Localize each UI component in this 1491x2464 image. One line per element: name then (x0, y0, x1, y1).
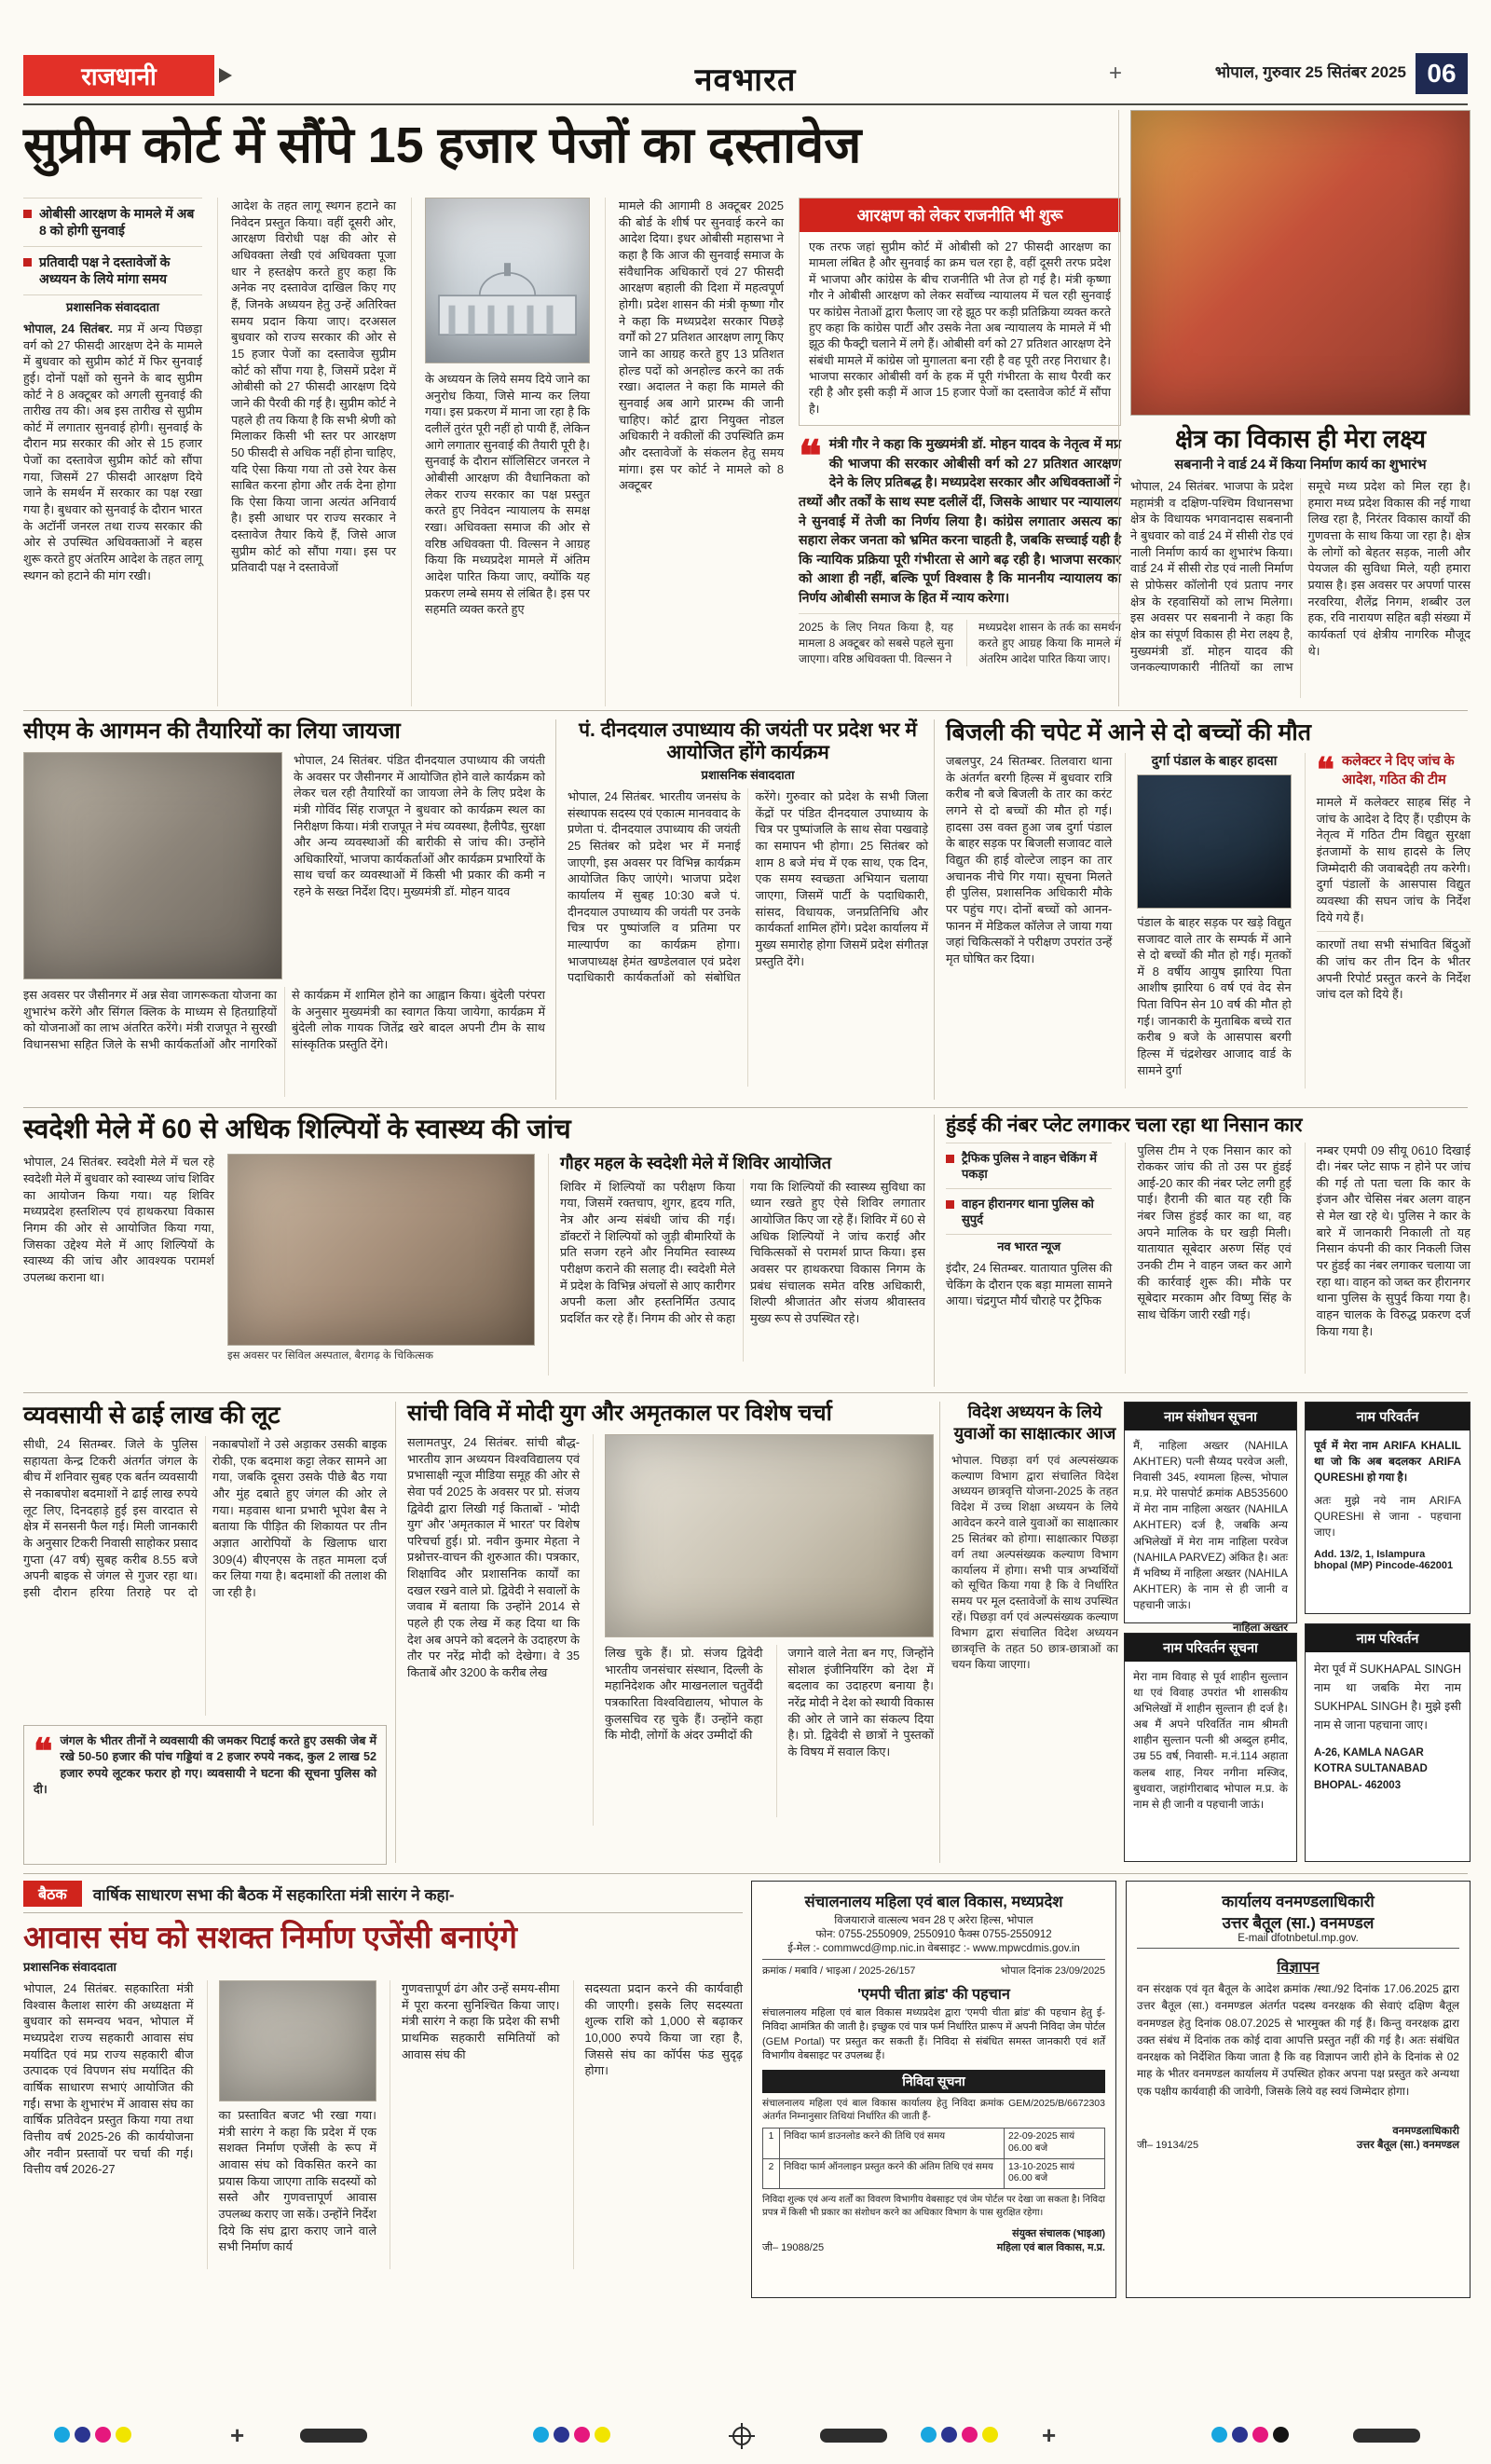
bullet-square-icon (23, 258, 32, 267)
pull-quote-text: मंत्री गौर ने कहा कि मुख्यमंत्री डॉ. मोहन यादव के नेतृत्व में मप्र की भाजपा की सरकार ओबीसी वर्ग को 27 प्रतिशत आरक्षण देने के लिए प्रतिबद्ध है। मध्यप्रदेश सरकार और अधिवक्ताओं ने तथ्यों और तर्कों के साथ स्पष्ट दलीलें दीं, जिसके आधार पर न्यायालय ने सुनवाई में तेजी का निर्णय लिया है। कांग्रेस लगातार असत्य का सहारा लेकर जनता को भ्रमित करना चाहती है, जबकि सच्चाई यही है कि न्यायिक प्रक्रिया पूरी गंभीरता से आगे बढ़ रही है। भाजपा सरकार को आशा ही नहीं, बल्कि पूर्ण विश्वास है कि माननीय न्यायालय का निर्णय ओबीसी समाज के हित में न्याय करेगा। (799, 437, 1121, 606)
register-plus-icon: + (1109, 61, 1123, 86)
tender-row-value: 22-09-2025 सायं 06.00 बजे (1005, 2128, 1105, 2158)
registration-dot (533, 2427, 549, 2443)
registration-dot (574, 2427, 590, 2443)
department-email: ई-मेल :- commwcd@mp.nic.in वेबसाइट :- www.mpwcdmis.gov.in (762, 1941, 1105, 1960)
office-name-line1: कार्यालय वनमण्डलाधिकारी (1222, 1893, 1375, 1910)
sanchi-right-col (593, 1434, 934, 1826)
tender-row-no: 2 (763, 2158, 780, 2189)
notice-header: नाम परिवर्तन सूचना (1125, 1634, 1296, 1662)
notice-body: पूर्व में मेरा नाम ARIFA KHALIL था जो कि अब बदलकर ARIFA QURESHI हो गया है। (1314, 1439, 1461, 1485)
point-text: वाहन हीरानगर थाना पुलिस को सुपुर्द (962, 1196, 1094, 1226)
quote-tail-right: मध्यप्रदेश शासन के तर्क का समर्थन करते हुए आग्रह किया कि मामले में अंतरिम आदेश पारित किया जाए। (966, 620, 1121, 666)
registration-dots-group (1211, 2427, 1293, 2443)
main-col-3 (411, 198, 590, 706)
office-name-line2: उत्तर बैतूल (सा.) वनमण्डल (1222, 1914, 1375, 1932)
electro-headline: बिजली की चपेट में आने से दो बच्चों की मौत (946, 719, 1312, 746)
dateline: भोपाल, 24 सितंबर. (23, 321, 114, 335)
registration-dot (1232, 2427, 1248, 2443)
photo-meeting (219, 1980, 377, 2101)
registration-dot (1273, 2427, 1289, 2443)
loot-quote-box (23, 1725, 387, 1865)
registration-dots-group (54, 2427, 136, 2443)
name-correction-notice (1124, 1402, 1297, 1635)
byline: प्रशासनिक संवाददाता (701, 768, 795, 783)
main-point-1 (23, 198, 202, 247)
section-divider (23, 1873, 1468, 1874)
registration-dot (116, 2427, 131, 2443)
awas-col2 (207, 1980, 377, 2269)
notice-header: नाम परिवर्तन (1306, 1624, 1470, 1652)
hyundai-body-left: इंदौर, 24 सितम्बर. यातायात पुलिस की चेकिंग के दौरान एक बड़ा मामला सामने आया। चंद्रगुप्त मौर्य चौराहे पर ट्रैफिक (946, 1261, 1113, 1308)
crop-mark-plus-icon: + (1042, 2421, 1057, 2449)
gauhar-body: शिविर में शिल्पियों का परीक्षण किया गया, जिसमें रक्तचाप, शुगर, हृदय गति, नेत्र और अन्य संबंधी जांच की गई। डॉक्टरों ने शिल्पियों को जुड़ी बीमारियों के प्रति सजग रहने और नियमित स्वास्थ्य परीक्षण कराने की सलाह दी। स्वदेशी मेले में प्रदेश के विभिन्न अंचलों से आए कारीगर अपनी कला और हस्तनिर्मित उत्पाद प्रदर्शित कर रहे हैं। निगम की ओर से कहा गया कि शिल्पियों की स्वास्थ्य सुविधा का ध्यान रखते हुए ऐसे शिविर लगातार आयोजित किए जा रहे हैं। शिविर में 60 से अधिक शिल्पियों ने जांच कराई और चिकित्सकों से परामर्श प्राप्त किया। इस अवसर पर हाथकरघा विकास निगम के प्रबंध संचालक समेत वरिष्ठ अधिकारी, शिल्पी श्रीजातंत और संजय श्रीवास्तव मुख्य रूप से उपस्थित रहे। (560, 1179, 925, 1325)
quote-tail-left: 2025 के लिए नियत किया है, यह मामला 8 अक्टूबर को सबसे पहले सुना जाएगा। वरिष्ठ अधिवक्ता पी. विल्सन ने (799, 621, 953, 665)
hyundai-body-right: नम्बर एमपी 09 सीयू 0610 दिखाई दी। नंबर प्लेट साफ न होने पर जांच की गई तो पता चला कि कार के इंजन और चेसिस नंबर अलग वाहन से मेल खा रहे थे। पुलिस ने कार के बारे में जानकारी निकाली तो यह निसान कंपनी की कार निकली जिस पर हुंडई का नंबर लगाकर चलाया जा रहा था। वाहन को जब्त कर हीरानगर थाना पुलिस के सुपुर्द किया गया है। वाहन चालक के विरुद्ध प्रकरण दर्ज किया गया है। (1305, 1143, 1470, 1374)
registration-dots-group (921, 2427, 1003, 2443)
pull-quote (799, 431, 1121, 666)
swadeshi-article (23, 1115, 925, 1387)
signature-line-1: संयुक्त संचालक (भाइआ) (1012, 2228, 1105, 2240)
forest-division-ad (1126, 1881, 1470, 2298)
vikas-body: भोपाल, 24 सितंबर. भाजपा के प्रदेश महामंत्री व दक्षिण-पश्चिम विधानसभा क्षेत्र के विधायक भगवानदास सबनानी ने बुधवार को वार्ड 24 में सीसी रोड एवं नाली निर्माण कार्य का शुभारंभ किया। वार्ड 24 में सीसी रोड एवं नाली निर्माण से प्रोफेसर कॉलोनी एवं प्रताप नगर क्षेत्र के रहवासियों को लाभ मिलेगा। इस अवसर पर सबनानी ने कहा कि क्षेत्र का संपूर्ण विकास ही मेरा लक्ष्य है, मुख्यमंत्री डॉ. मोहन यादव की जनकल्याणकारी नीतियों का लाभ समूचे मध्य प्रदेश को मिल रहा है। हमारा मध्य प्रदेश विकास की नई गाथा लिख रहा है, निरंतर विकास कार्यों की गुणवत्ता के साथ किया जा रहा है। क्षेत्र के लोगों को बेहतर सड़क, नाली और पेयजल की सुविधा मिले, यही हमारा प्रयास है। इस अवसर पर अपर्णा पारस नरवरिया, शैलेंद्र निगम, शब्बीर उल हक, रवि नारायण सहित बड़ी संख्या में कार्यकर्ता एवं क्षेत्रीय नागरिक मौजूद थे। (1130, 479, 1470, 675)
cm-body-side: भोपाल, 24 सितंबर. पंडित दीनदयाल उपाध्याय की जयंती के अवसर पर जैसीनगर में आयोजित होने वाले कार्यक्रम को लेकर चल रही तैयारियों का जायजा लेने के लिए प्रदेश के मंत्री गोविंद सिंह राजपूत ने बुधवार को कार्यक्रम स्थल का निरीक्षण किया। मंत्री राजपूत ने मंच व्यवस्था, हैलीपैड, सुरक्षा और अन्य व्यवस्थाओं की बारीकी से जांच की। उन्होंने अधिकारियों, भाजपा कार्यकर्ताओं और कार्यक्रम प्रभारियों के साथ चर्चा कर व्यवस्थाओं में किसी भी प्रकार की कमी न रहने के सख्त निर्देश दिए। मुख्यमंत्री डॉ. मोहन यादव (294, 752, 545, 899)
table-row (763, 2128, 1105, 2158)
notice-address: A-26, KAMLA NAGAR KOTRA SULTANABAD BHOPAL- 462003 (1314, 1747, 1428, 1791)
ad-code: जी– 19134/25 (1137, 2139, 1199, 2151)
notice-column-b (1305, 1402, 1470, 1863)
deendayal-article (555, 719, 928, 1100)
swadeshi-photo-col (227, 1154, 535, 1376)
notice-body: मैं, नाहिला अख्तर (NAHILA AKHTER) पत्नी सैय्यद परवेज अली, निवासी 345, श्यामला हिल्स, भोपाल म.प्र. मेरे पासपोर्ट क्रमांक AB535600 में मेरा नाम नाहिला अख्तर (NAHILA AKHTER) दर्ज है, जबकि अन्य अभिलेखों में मेरा नाम नाहिला परवेज (NAHILA PARVEZ) अंकित है। अतः मैं भविष्य में नाहिला अख्तर (NAHILA AKHTER) के नाम से ही जानी व पहचानी जाऊं। (1133, 1439, 1288, 1611)
signature-line-2: महिला एवं बाल विकास, म.प्र. (996, 2242, 1105, 2254)
main-headline: सुप्रीम कोर्ट में सौंपे 15 हजार पेजों का दस्तावेज (23, 117, 862, 173)
reference-number: क्रमांक / मबावि / भाइआ / 2025-26/157 (762, 1965, 916, 1977)
section-label: राजधानी (23, 55, 214, 96)
hyundai-headline: हुंडई की नंबर प्लेट लगाकर चला रहा था निसान कार (946, 1115, 1303, 1136)
section-divider (23, 1107, 1468, 1108)
sanchi-article (395, 1402, 934, 1863)
department-address: विजयाराजे वात्सल्य भवन 28 ए अरेरा हिल्स, भोपाल (834, 1915, 1033, 1926)
signature-line-2: उत्तर बैतूल (सा.) वनमण्डल (1356, 2139, 1459, 2151)
tender-lead: संचालनालय महिला एवं बाल विकास कार्यालय हेतु निविदा क्रमांक GEM/2025/B/6672303 अंतर्गत निम्नानुसार तिथियां निर्धारित की जाती हैं- (762, 2097, 1105, 2122)
registration-target-icon (729, 2423, 755, 2449)
brand-title: 'एमपी चीता ब्रांड' की पहचान (857, 1987, 1010, 2003)
photo-caption: इस अवसर पर सिविल अस्पताल, बैरागढ़ के चिकित्सक (227, 1350, 433, 1362)
main-article (23, 198, 1121, 706)
awas-body-col4: सदस्यता प्रदान करने की कार्यवाही की जाएगी। इसके लिए सदस्यता शुल्क राशि को 1,000 से बढ़ाकर 10,000 रुपये किया जा रहा है, जिससे संघ का कॉर्पस फंड सुदृढ़ होगा। (573, 1980, 744, 2269)
swadeshi-body-left: भोपाल, 24 सितंबर. स्वदेशी मेले में चल रहे स्वदेशी मेले में बुधवार को स्वास्थ्य जांच शिविर का आयोजन किया गया। यह शिविर मध्यप्रदेश हस्तशिल्प एवं हाथकरघा विकास निगम की ओर से आयोजित किया गया, जिसका उद्देश्य मेले में आए शिल्पियों के स्वास्थ्य की जांच और आवश्यक परामर्श उपलब्ध कराना था। (23, 1155, 214, 1285)
brand-body: संचालनालय महिला एवं बाल विकास मध्यप्रदेश द्वारा 'एमपी चीता ब्रांड' की पहचान हेतु ई-निविदा आमंत्रित की जाती है। इच्छुक एवं पात्र फर्म निर्धारित प्रारूप में अपनी निविदा जेम पोर्टल (GEM Portal) पर प्रस्तुत कर सकती हैं। निविदा से संबंधित समस्त जानकारी एवं शर्तें विभागीय वेबसाइट पर उपलब्ध हैं। (762, 2007, 1105, 2062)
masthead-bar (23, 51, 1468, 105)
section-divider (23, 710, 1468, 711)
deendayal-headline: पं. दीनदयाल उपाध्याय की जयंती पर प्रदेश भर में आयोजित होंगे कार्यक्रम (579, 719, 917, 763)
table-row (763, 2158, 1105, 2189)
tender-note: निविदा शुल्क एवं अन्य शर्तों का विवरण विभागीय वेबसाइट एवं जेम पोर्टल पर देखा जा सकता है। निविदा प्रपत्र में किसी भी प्रकार का संशोधन करने का अधिकार विभाग के पास सुरक्षित रहेगा। (762, 2195, 1105, 2218)
density-bar (1353, 2429, 1420, 2443)
section-divider (23, 1392, 1468, 1393)
office-email: E-mail dfotnbetul.mp.gov. (1137, 1933, 1459, 1949)
electro-middle-col (1125, 753, 1291, 1088)
registration-dot (1211, 2427, 1227, 2443)
quote-icon: ❝ (34, 1730, 53, 1773)
main-body-col1 (23, 321, 202, 584)
kicker-row (23, 1881, 743, 1913)
bullet-square-icon (23, 210, 32, 218)
electro-body-left: जबलपुर, 24 सितम्बर. तिलवारा थाना के अंतर्गत बरगी हिल्स में बुधवार रात्रि करीब नौ बजे बिजली के तार का करंट लगने से दो बच्चों की मौत हो गई। हादसा उस वक्त हुआ जब दुर्गा पंडाल के बाहर सड़क पर बिजली सजावट वाले विद्युत की हाई वोल्टेज लाइन का तार अचानक नीचे गिर गया। सूचना मिलते ही पुलिस, प्रशासनिक अधिकारी मौके पर पहुंच गए। दोनों बच्चों को आनन-फानन में मेडिकल कॉलेज ले जाया गया जहां चिकित्सकों ने परीक्षण उपरांत उन्हें मृत घोषित कर दिया। (946, 754, 1113, 965)
notice-date: भोपाल दिनांक 23/09/2025 (1000, 1965, 1105, 1977)
main-col-4 (605, 198, 784, 706)
hyundai-article (934, 1115, 1470, 1387)
density-bar (820, 2429, 887, 2443)
awas-article (23, 1881, 743, 2298)
tender-row-value: 13-10-2025 सायं 06.00 बजे (1005, 2158, 1105, 2189)
signature (997, 2226, 1105, 2254)
main-body-col4: मामले की आगामी 8 अक्टूबर 2025 की बोर्ड के शीर्ष पर सुनवाई करने का आदेश दिया। इधर ओबीसी महासभा ने कहा है कि आज की सुनवाई समाज के संवैधानिक अधिकारों एवं 27 फीसदी आरक्षण बहाली की दिशा में महत्वपूर्ण होगी। प्रदेश शासन की मंत्री कृष्णा गौर ने कहा कि मध्यप्रदेश सरकार पिछड़े वर्गों को 27 प्रतिशत आरक्षण लागू किए जाने का आग्रह करते हुए 13 प्रतिशत होल्ड पदों को अनहोल्ड करने का तर्क रखा। अदालत ने कहा कि मामले की सुनवाई अब आगे प्रारम्भ की जानी चाहिए। कोर्ट द्वारा नियुक्त नोडल अधिकारी ने वकीलों की उपस्थिति क्रम और दस्तावेजों के संकलन हेतु समय मांगा। इस पर कोर्ट ने मामले को 8 अक्टूबर (619, 198, 784, 493)
hyundai-body-mid: पुलिस टीम ने एक निसान कार को रोककर जांच की तो उस पर हुंडई आई-20 कार की नंबर प्लेट लगी हुई पाई। हैरानी की बात यह रही कि नंबर जिस हुंडई कार का था, वह अपने मालिक के घर खड़ी मिली। यातायात सूबेदार अरुण सिंह एवं उनकी टीम ने वाहन जब्त कर आगे की कार्रवाई शुरू की। मौके पर सूबेदार मरकाम और विष्णु सिंह के साथ चेकिंग जारी रखी गई। (1125, 1143, 1291, 1374)
registration-dot (921, 2427, 937, 2443)
electro-quote-body: मामले में कलेक्टर साहब सिंह ने जांच के आदेश दे दिए हैं। एडीएम के नेतृत्व में गठित टीम विद्युत सुरक्षा इंतजामों के साथ हादसे के लिए जिम्मेदारी की जवाबदेही तय करेगी। दुर्गा पंडालों के आसपास विद्युत व्यवस्था की सघन जांच के निर्देश दिये गये हैं। (1316, 795, 1470, 924)
photo-health-camp (227, 1154, 535, 1346)
registration-dot (962, 2427, 978, 2443)
sidebar-title: आरक्षण को लेकर राजनीति भी शुरू (800, 198, 1120, 232)
tender-title: निविदा सूचना (762, 2070, 1105, 2093)
electro-quote-title: कलेक्टर ने दिए जांच के आदेश, गठित की टीम (1342, 754, 1455, 787)
notice-address: Add. 13/2, 1, Islampura bhopal (MP) Pincode-462001 (1314, 1548, 1454, 1571)
politics-sidebar (799, 198, 1121, 426)
registration-dot (941, 2427, 957, 2443)
cm-headline: सीएम के आगमन की तैयारियों का लिया जायजा (23, 719, 401, 744)
awas-body-col3: गुणवत्तापूर्ण ढंग और उन्हें समय-सीमा में पूरा करना सुनिश्चित किया जाए। मंत्री सारंग ने कहा कि प्रदेश की सभी प्राथमिक सहकारी समितियों को आवास संघ की (390, 1980, 560, 2269)
notice-body: मेरा नाम विवाह से पूर्व शाहीन सुल्तान था एवं विवाह उपरांत भी शासकीय अभिलेखों में शाहीन सुल्तान ही दर्ज है। अब मैं अपने परिवर्तित नाम श्रीमती शाहीन सुल्तान पत्नी श्री अब्दुल हमीद, उम्र 55 वर्ष, निवासी- म.नं.114 अहाता कलब शाह, नियर नगीना मस्जिद, बुधवारा, जहांगीराबाद भोपाल म.प्र. के नाम से ही जानी व पहचानी जाऊं। (1133, 1670, 1288, 1811)
main-col-2 (217, 198, 396, 706)
vikas-article (1118, 110, 1470, 706)
signature (1357, 2124, 1459, 2152)
advert-title: विज्ञापन (1277, 1960, 1320, 1976)
vikas-subhead: सबनानी ने वार्ड 24 में किया निर्माण कार्य का शुभारंभ (1174, 458, 1427, 473)
sidebar-body: एक तरफ जहां सुप्रीम कोर्ट में ओबीसी को 27 फीसदी आरक्षण का मामला लंबित है और सुनवाई का क्रम चल रहा है, वहीं दूसरी तरफ प्रदेश में भाजपा और कांग्रेस के बीच राजनीति भी तेज हो गई है। मंत्री कृष्णा गौर ने ओबीसी आरक्षण को लेकर सर्वोच्च न्यायालय में चल रही सुनवाई पर कांग्रेस नेताओं द्वारा फैलाए जा रहे झूठ पर कड़ी प्रतिक्रिया व्यक्त करते हुए कहा कि कांग्रेस पार्टी और उसके नेता अब न्यायालय के मामले में भी झूठ की फैक्ट्री चलाने में लगे हैं। ओबीसी वर्ग को 27 प्रतिशत आरक्षण देने संबंधी मामले में कांग्रेस जो मुगालता बना रही है वह पूरी तरह निराधार है। भाजपा सरकार ओबीसी वर्ग के हक में पूरी गंभीरता के साथ पैरवी कर रही है और इसी कड़ी में आज 15 हजार पेजों का दस्तावेज कोर्ट में सौंपा है। (809, 240, 1111, 416)
photo-accident-scene (1137, 774, 1291, 909)
sanchi-headline: सांची विवि में मोदी युग और अमृतकाल पर विशेष चर्चा (407, 1401, 832, 1426)
main-col-5 (799, 198, 1121, 706)
advert-body: वन संरक्षक एवं वृत बैतूल के आदेश क्रमांक /स्था./92 दिनांक 17.06.2025 द्वारा उत्तर बैतूल (सा.) वनमण्डल अंतर्गत पदस्थ वनरक्षक की सेवाएं दक्षिण बैतूल वनमण्डल हेतु दिनांक 08.07.2025 से भारमुक्त की गई हैं। किन्तु वनरक्षक द्वारा उक्त संबंध में दिनांक तक कोई दावा आपत्ति प्रस्तुत नहीं की गई है। अतः संबंधित वनरक्षक को निर्देशित किया जाता है कि वह विज्ञापन जारी होने के दिनांक से 02 माह के भीतर वनमण्डल कार्यालय में उपस्थित होकर अपना पक्ष प्रस्तुत करे अन्यथा एक पक्षीय कार्यवाही की जावेगी, जिसके लिये वह स्वयं जिम्मेदार होगा। (1137, 1982, 1459, 2098)
supreme-court-building-icon (426, 222, 589, 363)
crop-mark-plus-icon: + (230, 2421, 245, 2449)
registration-dot (95, 2427, 111, 2443)
printer-marks-strip (0, 2419, 1491, 2457)
main-body-col2: आदेश के तहत लागू स्थगन हटाने का निवेदन प्रस्तुत किया। वहीं दूसरी ओर, आरक्षण विरोधी पक्ष की ओर से अधिवक्ता लेखी एवं अधिवक्ता पूजा धार ने हस्तक्षेप करते हुए कहा कि अनेक नए दस्तावेज दाखिल किए गए हैं, जिनके अध्ययन हेतु उन्हें अतिरिक्त समय प्रदान किया जाए। दरअसल बुधवार को राज्य सरकार की ओर से 15 हजार पेजों का दस्तावेज सुप्रीम कोर्ट को सौंपा गया है, जिसमें प्रदेश में ओबीसी को 27 फीसदी आरक्षण दिये जाने की पैरवी की गई है। सुप्रीम कोर्ट ने पहले ही तय किया है कि सभी श्रेणी को मिलाकर किसी भी स्तर पर आरक्षण 50 फीसदी से अधिक नहीं होना चाहिए, यदि ऐसा किया गया तो उसे रेयर केस साबित करना होगा और तर्क देना होगा कि ऐसा किया जाना अत्यंत अनिवार्य है। इसी आधार पर राज्य सरकार ने दस्तावेज तैयार किये हैं, जिसे आज सुप्रीम कोर्ट को सौंपा गया। इस पर प्रतिवादी पक्ष ने दस्तावेजों (231, 198, 396, 575)
ad-code: जी– 19088/25 (762, 2242, 825, 2254)
photo-supreme-court (425, 198, 590, 363)
deendayal-body: भोपाल, 24 सितंबर. भारतीय जनसंघ के संस्थापक सदस्य एवं एकात्म मानववाद के प्रणेता पं. दीनदयाल उपाध्याय की जयंती 25 सितंबर को प्रदेश भर में मनाई जाएगी, इस अवसर पर विभिन्न कार्यक्रम आयोजित किए जाएंगे। भाजपा प्रदेश कार्यालय में सुबह 10:30 बजे पं. दीनदयाल उपाध्याय की जयंती पर उनके चित्र पर पुष्पांजलि व प्रतिमा पर माल्यार्पण का कार्यक्रम होगा। भाजपाध्यक्ष हेमंत खण्डेलवाल एवं प्रदेश पदाधिकारी कार्यकर्ताओं को संबोधित करेंगे। गुरुवार को प्रदेश के सभी जिला केंद्रों पर पंडित दीनदयाल उपाध्याय के चित्र पर पुष्पांजलि के साथ सेवा पखवाड़े का समापन भी होगा। 25 सितंबर को शाम 8 बजे मंच में एक साथ, एक दिन, एक समय स्वच्छता अभियान चलाया जाएगा, जिसमें पार्टी के पदाधिकारी, सांसद, विधायक, जनप्रतिनिधि और कार्यकर्ता शामिल होंगे। प्रदेश कार्यालय में मुख्य समारोह होगा जिसमें प्रदेश संगीतज्ञ प्रस्तुति देंगे। (568, 789, 928, 985)
notice-body-2: अतः मुझे नये नाम ARIFA QURESHI से जाना - पहचाना जाए। (1314, 1494, 1461, 1540)
tender-row-no: 1 (763, 2128, 780, 2158)
awas-headline: आवास संघ को सशक्त निर्माण एजेंसी बनाएंगे (23, 1920, 518, 1954)
vikas-headline: क्षेत्र का विकास ही मेरा लक्ष्य (1175, 425, 1426, 453)
notice-signature: नाहिला अख्तर (1233, 1622, 1288, 1635)
main-point-2 (23, 247, 202, 295)
tender-row-label: निविदा फार्म ऑनलाइन प्रस्तुत करने की अंतिम तिथि एवं समय (780, 2158, 1005, 2189)
swadeshi-headline: स्वदेशी मेले में 60 से अधिक शिल्पियों के स्वास्थ्य की जांच (23, 1115, 571, 1144)
videsh-article (939, 1402, 1118, 1863)
edition-dateline: भोपाल, गुरुवार 25 सितंबर 2025 (1214, 63, 1406, 81)
photo-crowd-inspection (23, 752, 282, 979)
gauhar-title: गौहर महल के स्वदेशी मेले में शिविर आयोजित (560, 1154, 831, 1173)
notice-header: नाम परिवर्तन (1306, 1403, 1470, 1430)
notice-column-a (1124, 1402, 1297, 1863)
loot-headline: व्यवसायी से ढाई लाख की लूट (23, 1401, 280, 1429)
tender-row-label: निविदा फार्म डाउनलोड करने की तिथि एवं समय (780, 2128, 1005, 2158)
electro-right-col (1305, 750, 1470, 1088)
notice-body: मेरा पूर्व में SUKHAPAL SINGH नाम था जबकि मेरा नाम SUKHPAL SINGH है। मुझे इसी नाम से जाना पहचाना जाए। (1314, 1663, 1461, 1732)
electro-subhead: दुर्गा पंडाल के बाहर हादसा (1151, 754, 1278, 769)
hyundai-point-1 (946, 1143, 1112, 1189)
bullet-square-icon (946, 1200, 954, 1209)
gauhar-subarticle (548, 1154, 925, 1376)
name-change-notice-shaheen (1124, 1633, 1297, 1862)
department-phone: फोन: 0755-2550909, 2550910 फैक्स 0755-2550912 (815, 1929, 1052, 1940)
byline: नव भारत न्यूज (997, 1239, 1061, 1254)
kicker-line: वार्षिक साधारण सभा की बैठक में सहकारिता मंत्री सारंग ने कहा- (92, 1885, 455, 1904)
name-change-notice-arifa (1305, 1402, 1470, 1614)
sanchi-body-mid: लिख चुके हैं। प्रो. संजय द्विवेदी भारतीय जनसंचार संस्थान, दिल्ली के महानिदेशक और माखनलाल चतुर्वेदी पत्रकारिता विश्वविद्यालय, भोपाल के कुलसचिव रह चुके हैं। उन्होंने कहा कि मोदी, लोगों के अंदर उम्मीदों की (605, 1645, 763, 1743)
quote-icon: ❝ (1316, 750, 1335, 789)
registration-dot (982, 2427, 998, 2443)
kicker-tag: बैठक (23, 1881, 82, 1907)
registration-dot (1252, 2427, 1268, 2443)
main-col-1 (23, 198, 202, 706)
quote-icon: ❝ (799, 431, 822, 482)
point-text: ट्रैफिक पुलिस ने वाहन चेकिंग में पकड़ा (962, 1150, 1097, 1181)
tender-table (762, 2128, 1105, 2189)
sanchi-body-left: सलामतपुर, 24 सितंबर. सांची बौद्ध-भारतीय ज्ञान अध्ययन विश्वविद्यालय एवं प्रभासाक्षी न्यूज मीडिया समूह की ओर से सेवा पर्व 2025 के अवसर पर प्रो. संजय द्विवेदी द्वारा लिखी गई किताबों - 'मोदी युग' और 'अमृतकाल में भारत' पर विशेष परिचर्चा हुई। प्रो. नवीन कुमार मेहता ने प्रश्नोत्तर-वाचन की शुरुआत की। पत्रकार, शिक्षाविद और प्रशासनिक कार्यों का दखल रखने वाले प्रो. द्विवेदी ने सवालों के जवाब में बताया कि उन्होंने 2014 से पहले ही एक लेख में कह दिया था कि देश अब अपने को बदलने के उदाहरण के तौर पर नरेंद्र मोदी को देखेगा। वे 35 किताबें और 3200 के करीब लेख (407, 1434, 580, 1680)
main-body-col3: के अध्ययन के लिये समय दिये जाने का अनुरोध किया, जिसे मान्य कर लिया गया। इस प्रकरण में माना जा रहा है कि दलीलें तुरंत पूरी नहीं हो पायी हैं, लेकिन आगे लगातार सुनवाई की तैयारी पूरी है। सुनवाई के दौरान सॉलिसिटर जनरल ने ओबीसी आरक्षण की वैधानिकता को लेकर राज्य सरकार का पक्ष प्रस्तुत करते हुए निवेदन न्यायालय के समक्ष रखा। अधिवक्ता समाज की ओर से वरिष्ठ अधिवक्ता पी. विल्सन ने आग्रह किया कि मध्यप्रदेश मामले में अंतिम आदेश पारित किया जाए, क्योंकि यह प्रकरण लम्बे समय से लंबित है। इस पर सहमति व्यक्त करते हुए (425, 372, 590, 617)
awas-body-col2: का प्रस्तावित बजट भी रखा गया। मंत्री सारंग ने कहा कि प्रदेश में एक सशक्त निर्माण एजेंसी के रूप में आवास संघ को विकसित करने का प्रयास किया जाएगा ताकि सदस्यों को सस्ते और गुणवत्तापूर्ण आवास उपलब्ध कराए जा सकें। उन्होंने निर्देश दिये कि संघ द्वारा कराए जाने वाले सभी निर्माण कार्य (218, 2107, 376, 2254)
videsh-body: भोपाल. पिछड़ा वर्ग एवं अल्पसंख्यक कल्याण विभाग द्वारा संचालित विदेश अध्ययन छात्रवृत्ति योजना-2025 के तहत विदेश में उच्च शिक्षा अध्ययन के लिये आवेदन करने वाले युवाओं का साक्षात्कार 25 सितंबर को होगा। साक्षात्कार पिछड़ा वर्ग तथा अल्पसंख्यक कल्याण विभाग कार्यालय में होगा। सभी पात्र अभ्यर्थियों को सूचित किया गया है कि वे निर्धारित समय पर मूल दस्तावेजों के साथ उपस्थित रहें। पिछड़ा वर्ग एवं अल्पसंख्यक कल्याण विभाग द्वारा संचालित विदेश अध्ययन छात्रवृत्ति के तहत 50 छात्र-छात्राओं का चयन किया जाएगा। (951, 1453, 1118, 1671)
registration-dot (595, 2427, 610, 2443)
byline: प्रशासनिक संवाददाता (23, 1959, 116, 1974)
electro-body-right: कारणों तथा सभी संभावित बिंदुओं की जांच कर तीन दिन के भीतर अपनी रिपोर्ट प्रस्तुत करने के निर्देश जांच दल को दिये हैं। (1317, 931, 1470, 1003)
loot-article (23, 1402, 387, 1863)
cm-prep-article (23, 719, 545, 1100)
registration-dot (54, 2427, 70, 2443)
newspaper-title: नवभारत (694, 62, 797, 98)
registration-dots-group (533, 2427, 615, 2443)
loot-quote-text: जंगल के भीतर तीनों ने व्यवसायी की जमकर पिटाई करते हुए उसकी जेब में रखे 50-50 हजार की पांच गड्डियां व 2 हजार रुपये नकद, कुल 2 लाख 52 हजार रुपये लूटकर फरार हो गए। व्यवसायी ने घटना की सूचना पुलिस को दी। (34, 1734, 376, 1797)
electro-body-mid: पंडाल के बाहर सड़क पर खड़े विद्युत सजावट वाले तार के सम्पर्क में आने से दो बच्चों की मौत हो गई। मृतकों में 8 वर्षीय आयुष झारिया पिता आशीष झारिया 6 वर्ष एवं वेद सेन पिता विपिन सेन 10 वर्ष की मौत हो गई। जानकारी के मुताबिक बच्चे रात करीब 9 बजे के आसपास बरगी हिल्स में चंद्रशेखर आजाद वार्ड के सामने दुर्गा (1137, 914, 1292, 1077)
loot-body: सीधी, 24 सितम्बर. जिले के पुलिस सहायता केन्द्र टिकरी अंतर्गत जंगल के बीच में शनिवार सुबह एक बर्तन व्यवसायी से नकाबपोश बदमाशों ने ढाई लाख रुपये लूट लिए, दिनदहाड़े हुई इस वारदात से क्षेत्र में सनसनी फैल गई। मिली जानकारी के अनुसार टिकरी निवासी साहोकर प्रसाद गुप्ता (47 वर्ष) सुबह करीब 8.55 बजे अपनी बाइक से जंगल से गुजर रहा था। इसी दौरान हरिया तिराहे पर दो नकाबपोशों ने उसे अड़ाकर उसकी बाइक रोकी, एक बदमाश कट्टा लेकर सामने आ गया, जबकि दूसरा उसके पीछे बैठ गया और मुंह दबाते हुए जंगल की ओर ले गया। मड़वास थाना प्रभारी भूपेश बैस ने बताया कि पीड़ित की शिकायत पर तीन अज्ञात आरोपियों के खिलाफ धारा 309(4) बीएनएस के तहत मामला दर्ज कर लिया गया है। बदमाशों की तलाश की जा रही है। (23, 1437, 387, 1600)
department-name: संचालनालय महिला एवं बाल विकास, मध्यप्रदेश (804, 1894, 1063, 1910)
photo-bjp-event (1130, 110, 1470, 416)
registration-dot (75, 2427, 90, 2443)
hyundai-point-2 (946, 1189, 1112, 1235)
hyundai-left-col (946, 1143, 1112, 1374)
body-text: मप्र में अन्य पिछड़ा वर्ग को 27 फीसदी आरक्षण देने के मामले में बुधवार को सुप्रीम कोर्ट में फिर सुनवाई हुई। दोनों पक्षों को सुनने के बाद सुप्रीम कोर्ट ने 8 अक्टूबर को अगली सुनवाई की तारीख तय की। अब इस तारीख से सुप्रीम कोर्ट में लगातार सुनवाई होगी। सुनवाई के दौरान मप्र सरकार की ओर से 15 हजार पेजों का दस्तावेज सुप्रीम कोर्ट को सौंपा गया, जिसमें 27 फीसदी आरक्षण दिये जाने के समर्थन में सरकार का पक्ष रखा गया है। बुधवार को सुनवाई के दौरान भारत के अटॉर्नी जनरल तथा राज्य सरकार की ओर से उपस्थित अधिवक्ताओं ने बहस शुरू करते हुए अंतरिम आदेश के तहत लागू स्थगन को हटाने की मांग रखी। (23, 321, 203, 582)
wcd-tender-ad (751, 1881, 1116, 2298)
point-text: ओबीसी आरक्षण के मामले में अब 8 को होगी सुनवाई (39, 206, 195, 239)
signature-line-1: वनमण्डलाधिकारी (1392, 2125, 1459, 2137)
point-text: प्रतिवादी पक्ष ने दस्तावेजों के अध्ययन के लिये मांगा समय (39, 253, 171, 287)
page-number: 06 (1416, 53, 1468, 94)
awas-body-col1: भोपाल, 24 सितंबर. सहकारिता मंत्री विश्वास कैलाश सारंग की अध्यक्षता में बुधवार को समन्वय भवन, भोपाल में मध्यप्रदेश राज्य सहकारी आवास संघ मर्यादित एवं मप्र राज्य सहकारी बीज उत्पादक एवं विपणन संघ मर्यादित की वार्षिक साधारण सभाएं आयोजित की गईं। सभा के शुभारंभ में आवास संघ का वार्षिक प्रतिवेदन प्रस्तुत किया गया तथा वित्तीय वर्ष 2025-26 की कार्ययोजना और नवीन प्रस्तावों पर चर्चा की गई। वित्तीय वर्ष 2026-27 (23, 1980, 194, 2177)
density-bar (300, 2429, 367, 2443)
name-change-notice-sukhpal (1305, 1623, 1470, 1862)
registration-dot (554, 2427, 569, 2443)
bullet-square-icon (946, 1155, 954, 1163)
videsh-headline: विदेश अध्ययन के लिये युवाओं का साक्षात्कार आज (953, 1403, 1116, 1444)
sanchi-body-right: जगाने वाले नेता बन गए, जिन्होंने सोशल इंजीनियरिंग को देश में बदलाव का उदाहरण बनाया है। नरेंद्र मोदी ने देश को स्थायी विकास की ओर ले जाने का संकल्प दिया है। प्रो. द्विवेदी से छात्रों ने पुस्तकों के विषय में सवाल किए। (776, 1645, 935, 1817)
electrocution-article (934, 719, 1470, 1100)
byline: प्रशासनिक संवाददाता (66, 299, 159, 314)
photo-book-discussion (605, 1434, 934, 1637)
cm-body-bottom: इस अवसर पर जैसीनगर में अन्न सेवा जागरूकता योजना का शुभारंभ करेंगे और सिंगल क्लिक के माध्यम से हितग्राहियों को योजनाओं का लाभ अंतरित करेंगे। मंत्री राजपूत ने सुरखी विधानसभा सहित जिले के सभी कार्यकर्ताओं और नागरिकों से कार्यक्रम में शामिल होने का आह्वान किया। बुंदेली परंपरा के अनुसार मुख्यमंत्री का स्वागत किया जायेगा, कार्यक्रम में बुंदेली लोक गायक जितेंद्र खरे बादल अपनी टीम के साथ सांस्कृतिक प्रस्तुति देंगे। (23, 987, 545, 1051)
notice-header: नाम संशोधन सूचना (1125, 1403, 1296, 1430)
